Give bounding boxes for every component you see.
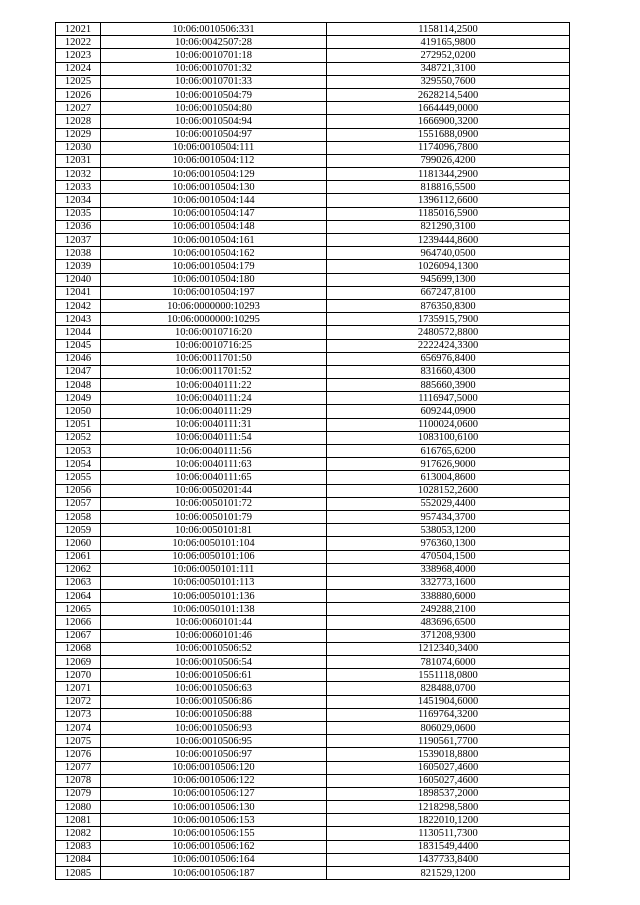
cadastral-value-cell: 1822010,1200 bbox=[327, 814, 570, 827]
cadastral-number-cell: 10:06:0010506:86 bbox=[101, 695, 327, 708]
cadastral-number-cell: 10:06:0010506:153 bbox=[101, 814, 327, 827]
row-number-cell: 12027 bbox=[56, 102, 101, 115]
row-number-cell: 12079 bbox=[56, 787, 101, 800]
cadastral-number-cell: 10:06:0010506:63 bbox=[101, 682, 327, 695]
table-row bbox=[56, 787, 570, 800]
cadastral-value-cell: 338880,6000 bbox=[327, 590, 570, 603]
row-number-cell: 12032 bbox=[56, 168, 101, 181]
cadastral-number-cell: 10:06:0010506:93 bbox=[101, 721, 327, 734]
cadastral-value-cell: 1190561,7700 bbox=[327, 735, 570, 748]
table-row bbox=[56, 550, 570, 563]
cadastral-value-cell: 332773,1600 bbox=[327, 576, 570, 589]
cadastral-value-cell: 1898537,2000 bbox=[327, 787, 570, 800]
row-number-cell: 12081 bbox=[56, 814, 101, 827]
cadastral-value-cell: 876350,8300 bbox=[327, 299, 570, 312]
table-row bbox=[56, 867, 570, 880]
row-number-cell: 12034 bbox=[56, 194, 101, 207]
cadastral-number-cell: 10:06:0010504:94 bbox=[101, 115, 327, 128]
cadastral-number-cell: 10:06:0040111:24 bbox=[101, 392, 327, 405]
cadastral-value-cell: 613004,8600 bbox=[327, 471, 570, 484]
row-number-cell: 12068 bbox=[56, 642, 101, 655]
row-number-cell: 12074 bbox=[56, 721, 101, 734]
row-number-cell: 12073 bbox=[56, 708, 101, 721]
table-row bbox=[56, 339, 570, 352]
row-number-cell: 12056 bbox=[56, 484, 101, 497]
cadastral-value-cell: 818816,5500 bbox=[327, 181, 570, 194]
cadastral-number-cell: 10:06:0010506:88 bbox=[101, 708, 327, 721]
table-row bbox=[56, 220, 570, 233]
cadastral-value-cell: 1451904,6000 bbox=[327, 695, 570, 708]
row-number-cell: 12061 bbox=[56, 550, 101, 563]
row-number-cell: 12035 bbox=[56, 207, 101, 220]
table-row bbox=[56, 299, 570, 312]
cadastral-number-cell: 10:06:0010504:112 bbox=[101, 154, 327, 167]
cadastral-value-cell: 976360,1300 bbox=[327, 537, 570, 550]
cadastral-number-cell: 10:06:0010504:80 bbox=[101, 102, 327, 115]
cadastral-value-cell: 552029,4400 bbox=[327, 497, 570, 510]
cadastral-value-cell: 2628214,5400 bbox=[327, 88, 570, 101]
cadastral-number-cell: 10:06:0050101:104 bbox=[101, 537, 327, 550]
cadastral-value-cell: 483696,6500 bbox=[327, 616, 570, 629]
row-number-cell: 12054 bbox=[56, 458, 101, 471]
row-number-cell: 12071 bbox=[56, 682, 101, 695]
cadastral-number-cell: 10:06:0010506:155 bbox=[101, 827, 327, 840]
row-number-cell: 12055 bbox=[56, 471, 101, 484]
table-row bbox=[56, 827, 570, 840]
cadastral-value-cell: 1028152,2600 bbox=[327, 484, 570, 497]
cadastral-value-cell: 781074,6000 bbox=[327, 656, 570, 669]
row-number-cell: 12069 bbox=[56, 656, 101, 669]
cadastral-value-cell: 1116947,5000 bbox=[327, 392, 570, 405]
cadastral-value-cell: 1605027,4600 bbox=[327, 761, 570, 774]
row-number-cell: 12058 bbox=[56, 510, 101, 523]
table-row bbox=[56, 616, 570, 629]
cadastral-number-cell: 10:06:0010504:180 bbox=[101, 273, 327, 286]
cadastral-number-cell: 10:06:0010506:61 bbox=[101, 669, 327, 682]
cadastral-number-cell: 10:06:0010506:164 bbox=[101, 853, 327, 866]
row-number-cell: 12064 bbox=[56, 590, 101, 603]
row-number-cell: 12084 bbox=[56, 853, 101, 866]
cadastral-number-cell: 10:06:0040111:56 bbox=[101, 445, 327, 458]
cadastral-number-cell: 10:06:0010506:54 bbox=[101, 656, 327, 669]
cadastral-number-cell: 10:06:0010506:122 bbox=[101, 774, 327, 787]
cadastral-value-cell: 1539018,8800 bbox=[327, 748, 570, 761]
row-number-cell: 12039 bbox=[56, 260, 101, 273]
cadastral-value-cell: 338968,4000 bbox=[327, 563, 570, 576]
cadastral-value-cell: 1100024,0600 bbox=[327, 418, 570, 431]
table-row bbox=[56, 313, 570, 326]
table-row bbox=[56, 669, 570, 682]
cadastral-number-cell: 10:06:0040111:31 bbox=[101, 418, 327, 431]
cadastral-number-cell: 10:06:0010504:144 bbox=[101, 194, 327, 207]
cadastral-number-cell: 10:06:0010504:147 bbox=[101, 207, 327, 220]
cadastral-value-cell: 656976,8400 bbox=[327, 352, 570, 365]
row-number-cell: 12082 bbox=[56, 827, 101, 840]
row-number-cell: 12052 bbox=[56, 431, 101, 444]
row-number-cell: 12060 bbox=[56, 537, 101, 550]
row-number-cell: 12085 bbox=[56, 867, 101, 880]
row-number-cell: 12024 bbox=[56, 62, 101, 75]
table-row bbox=[56, 656, 570, 669]
table-row bbox=[56, 510, 570, 523]
row-number-cell: 12077 bbox=[56, 761, 101, 774]
cadastral-value-cell: 2480572,8800 bbox=[327, 326, 570, 339]
cadastral-value-cell: 1181344,2900 bbox=[327, 168, 570, 181]
table-row bbox=[56, 102, 570, 115]
cadastral-number-cell: 10:06:0010504:161 bbox=[101, 234, 327, 247]
table-row bbox=[56, 260, 570, 273]
cadastral-number-cell: 10:06:0010701:32 bbox=[101, 62, 327, 75]
cadastral-value-cell: 272952,0200 bbox=[327, 49, 570, 62]
cadastral-value-table bbox=[55, 22, 570, 880]
table-row bbox=[56, 286, 570, 299]
table-row bbox=[56, 273, 570, 286]
table-row bbox=[56, 326, 570, 339]
table-row bbox=[56, 405, 570, 418]
cadastral-value-cell: 1185016,5900 bbox=[327, 207, 570, 220]
table-row bbox=[56, 445, 570, 458]
cadastral-value-cell: 1218298,5800 bbox=[327, 801, 570, 814]
table-row bbox=[56, 207, 570, 220]
cadastral-number-cell: 10:06:0060101:44 bbox=[101, 616, 327, 629]
cadastral-number-cell: 10:06:0010504:148 bbox=[101, 220, 327, 233]
cadastral-number-cell: 10:06:0050101:138 bbox=[101, 603, 327, 616]
row-number-cell: 12021 bbox=[56, 23, 101, 36]
cadastral-number-cell: 10:06:0010504:97 bbox=[101, 128, 327, 141]
cadastral-value-cell: 616765,6200 bbox=[327, 445, 570, 458]
cadastral-value-cell: 828488,0700 bbox=[327, 682, 570, 695]
row-number-cell: 12037 bbox=[56, 234, 101, 247]
row-number-cell: 12059 bbox=[56, 524, 101, 537]
table-row bbox=[56, 234, 570, 247]
row-number-cell: 12033 bbox=[56, 181, 101, 194]
cadastral-value-cell: 1437733,8400 bbox=[327, 853, 570, 866]
cadastral-number-cell: 10:06:0010506:120 bbox=[101, 761, 327, 774]
cadastral-number-cell: 10:06:0010506:127 bbox=[101, 787, 327, 800]
cadastral-number-cell: 10:06:0000000:10295 bbox=[101, 313, 327, 326]
row-number-cell: 12041 bbox=[56, 286, 101, 299]
cadastral-value-cell: 821290,3100 bbox=[327, 220, 570, 233]
cadastral-number-cell: 10:06:0011701:52 bbox=[101, 365, 327, 378]
row-number-cell: 12045 bbox=[56, 339, 101, 352]
table-row bbox=[56, 471, 570, 484]
cadastral-number-cell: 10:06:0011701:50 bbox=[101, 352, 327, 365]
cadastral-number-cell: 10:06:0040111:65 bbox=[101, 471, 327, 484]
table-row bbox=[56, 853, 570, 866]
cadastral-value-cell: 1239444,8600 bbox=[327, 234, 570, 247]
cadastral-number-cell: 10:06:0010506:130 bbox=[101, 801, 327, 814]
table-row bbox=[56, 840, 570, 853]
cadastral-value-cell: 1664449,0000 bbox=[327, 102, 570, 115]
row-number-cell: 12040 bbox=[56, 273, 101, 286]
cadastral-value-cell: 538053,1200 bbox=[327, 524, 570, 537]
cadastral-value-cell: 1130511,7300 bbox=[327, 827, 570, 840]
cadastral-value-cell: 667247,8100 bbox=[327, 286, 570, 299]
row-number-cell: 12078 bbox=[56, 774, 101, 787]
row-number-cell: 12022 bbox=[56, 36, 101, 49]
table-row bbox=[56, 761, 570, 774]
table-row bbox=[56, 708, 570, 721]
cadastral-value-cell: 371208,9300 bbox=[327, 629, 570, 642]
cadastral-value-cell: 831660,4300 bbox=[327, 365, 570, 378]
cadastral-value-cell: 1212340,3400 bbox=[327, 642, 570, 655]
cadastral-number-cell: 10:06:0010504:162 bbox=[101, 247, 327, 260]
cadastral-value-cell: 1551688,0900 bbox=[327, 128, 570, 141]
row-number-cell: 12047 bbox=[56, 365, 101, 378]
row-number-cell: 12028 bbox=[56, 115, 101, 128]
table-row bbox=[56, 603, 570, 616]
table-row bbox=[56, 36, 570, 49]
row-number-cell: 12075 bbox=[56, 735, 101, 748]
cadastral-number-cell: 10:06:0010506:187 bbox=[101, 867, 327, 880]
cadastral-value-cell: 470504,1500 bbox=[327, 550, 570, 563]
table-row bbox=[56, 115, 570, 128]
row-number-cell: 12031 bbox=[56, 154, 101, 167]
table-row bbox=[56, 721, 570, 734]
table-row bbox=[56, 563, 570, 576]
table-row bbox=[56, 392, 570, 405]
row-number-cell: 12042 bbox=[56, 299, 101, 312]
cadastral-value-cell: 2222424,3300 bbox=[327, 339, 570, 352]
cadastral-value-cell: 917626,9000 bbox=[327, 458, 570, 471]
row-number-cell: 12051 bbox=[56, 418, 101, 431]
row-number-cell: 12044 bbox=[56, 326, 101, 339]
cadastral-value-cell: 885660,3900 bbox=[327, 379, 570, 392]
row-number-cell: 12049 bbox=[56, 392, 101, 405]
cadastral-number-cell: 10:06:0010504:129 bbox=[101, 168, 327, 181]
row-number-cell: 12025 bbox=[56, 75, 101, 88]
table-row bbox=[56, 128, 570, 141]
table-row bbox=[56, 88, 570, 101]
row-number-cell: 12043 bbox=[56, 313, 101, 326]
row-number-cell: 12062 bbox=[56, 563, 101, 576]
cadastral-number-cell: 10:06:0050101:79 bbox=[101, 510, 327, 523]
cadastral-value-cell: 249288,2100 bbox=[327, 603, 570, 616]
cadastral-value-cell: 821529,1200 bbox=[327, 867, 570, 880]
cadastral-number-cell: 10:06:0010716:20 bbox=[101, 326, 327, 339]
cadastral-value-cell: 799026,4200 bbox=[327, 154, 570, 167]
row-number-cell: 12053 bbox=[56, 445, 101, 458]
row-number-cell: 12072 bbox=[56, 695, 101, 708]
cadastral-value-cell: 1174096,7800 bbox=[327, 141, 570, 154]
table-row bbox=[56, 75, 570, 88]
table-row bbox=[56, 141, 570, 154]
table-row bbox=[56, 682, 570, 695]
cadastral-value-cell: 1666900,3200 bbox=[327, 115, 570, 128]
table-row bbox=[56, 576, 570, 589]
table-row bbox=[56, 431, 570, 444]
cadastral-number-cell: 10:06:0010504:79 bbox=[101, 88, 327, 101]
cadastral-value-cell: 964740,0500 bbox=[327, 247, 570, 260]
cadastral-number-cell: 10:06:0010504:197 bbox=[101, 286, 327, 299]
cadastral-number-cell: 10:06:0040111:63 bbox=[101, 458, 327, 471]
row-number-cell: 12026 bbox=[56, 88, 101, 101]
cadastral-number-cell: 10:06:0042507:28 bbox=[101, 36, 327, 49]
table-row bbox=[56, 642, 570, 655]
row-number-cell: 12065 bbox=[56, 603, 101, 616]
cadastral-number-cell: 10:06:0050101:136 bbox=[101, 590, 327, 603]
cadastral-number-cell: 10:06:0010701:33 bbox=[101, 75, 327, 88]
cadastral-value-cell: 1396112,6600 bbox=[327, 194, 570, 207]
table-row bbox=[56, 524, 570, 537]
cadastral-number-cell: 10:06:0010504:179 bbox=[101, 260, 327, 273]
row-number-cell: 12066 bbox=[56, 616, 101, 629]
table-row bbox=[56, 814, 570, 827]
cadastral-number-cell: 10:06:0010716:25 bbox=[101, 339, 327, 352]
table-row bbox=[56, 379, 570, 392]
row-number-cell: 12076 bbox=[56, 748, 101, 761]
cadastral-value-cell: 1169764,3200 bbox=[327, 708, 570, 721]
cadastral-value-cell: 1551118,0800 bbox=[327, 669, 570, 682]
row-number-cell: 12083 bbox=[56, 840, 101, 853]
table-row bbox=[56, 418, 570, 431]
row-number-cell: 12070 bbox=[56, 669, 101, 682]
cadastral-value-cell: 419165,9800 bbox=[327, 36, 570, 49]
cadastral-number-cell: 10:06:0010506:52 bbox=[101, 642, 327, 655]
table-row bbox=[56, 497, 570, 510]
row-number-cell: 12057 bbox=[56, 497, 101, 510]
cadastral-value-cell: 348721,3100 bbox=[327, 62, 570, 75]
row-number-cell: 12038 bbox=[56, 247, 101, 260]
table-row bbox=[56, 537, 570, 550]
table-row bbox=[56, 735, 570, 748]
table-row bbox=[56, 590, 570, 603]
row-number-cell: 12023 bbox=[56, 49, 101, 62]
cadastral-value-cell: 609244,0900 bbox=[327, 405, 570, 418]
cadastral-value-cell: 329550,7600 bbox=[327, 75, 570, 88]
table-body bbox=[56, 23, 570, 880]
row-number-cell: 12029 bbox=[56, 128, 101, 141]
cadastral-value-cell: 1605027,4600 bbox=[327, 774, 570, 787]
table-row bbox=[56, 154, 570, 167]
row-number-cell: 12080 bbox=[56, 801, 101, 814]
cadastral-number-cell: 10:06:0010506:97 bbox=[101, 748, 327, 761]
row-number-cell: 12046 bbox=[56, 352, 101, 365]
cadastral-value-cell: 945699,1300 bbox=[327, 273, 570, 286]
table-row bbox=[56, 181, 570, 194]
row-number-cell: 12036 bbox=[56, 220, 101, 233]
cadastral-value-cell: 1083100,6100 bbox=[327, 431, 570, 444]
cadastral-number-cell: 10:06:0050101:106 bbox=[101, 550, 327, 563]
cadastral-number-cell: 10:06:0050101:72 bbox=[101, 497, 327, 510]
cadastral-number-cell: 10:06:0040111:29 bbox=[101, 405, 327, 418]
table-row bbox=[56, 458, 570, 471]
table-row bbox=[56, 194, 570, 207]
table-row bbox=[56, 629, 570, 642]
cadastral-number-cell: 10:06:0010504:130 bbox=[101, 181, 327, 194]
cadastral-number-cell: 10:06:0010506:162 bbox=[101, 840, 327, 853]
row-number-cell: 12067 bbox=[56, 629, 101, 642]
table-row bbox=[56, 168, 570, 181]
cadastral-number-cell: 10:06:0050201:44 bbox=[101, 484, 327, 497]
cadastral-number-cell: 10:06:0010701:18 bbox=[101, 49, 327, 62]
table-row bbox=[56, 748, 570, 761]
table-row bbox=[56, 801, 570, 814]
cadastral-number-cell: 10:06:0000000:10293 bbox=[101, 299, 327, 312]
cadastral-value-cell: 806029,0600 bbox=[327, 721, 570, 734]
table-row bbox=[56, 23, 570, 36]
cadastral-value-cell: 1026094,1300 bbox=[327, 260, 570, 273]
cadastral-number-cell: 10:06:0050101:111 bbox=[101, 563, 327, 576]
cadastral-value-cell: 1158114,2500 bbox=[327, 23, 570, 36]
cadastral-number-cell: 10:06:0040111:54 bbox=[101, 431, 327, 444]
cadastral-value-cell: 957434,3700 bbox=[327, 510, 570, 523]
cadastral-number-cell: 10:06:0050101:113 bbox=[101, 576, 327, 589]
table-row bbox=[56, 247, 570, 260]
cadastral-number-cell: 10:06:0050101:81 bbox=[101, 524, 327, 537]
table-row bbox=[56, 352, 570, 365]
table-row bbox=[56, 365, 570, 378]
cadastral-number-cell: 10:06:0060101:46 bbox=[101, 629, 327, 642]
cadastral-number-cell: 10:06:0010504:111 bbox=[101, 141, 327, 154]
table-row bbox=[56, 62, 570, 75]
row-number-cell: 12050 bbox=[56, 405, 101, 418]
cadastral-number-cell: 10:06:0010506:95 bbox=[101, 735, 327, 748]
table-row bbox=[56, 49, 570, 62]
cadastral-value-cell: 1735915,7900 bbox=[327, 313, 570, 326]
row-number-cell: 12063 bbox=[56, 576, 101, 589]
table-row bbox=[56, 484, 570, 497]
row-number-cell: 12030 bbox=[56, 141, 101, 154]
table-row bbox=[56, 695, 570, 708]
cadastral-value-cell: 1831549,4400 bbox=[327, 840, 570, 853]
table-row bbox=[56, 774, 570, 787]
cadastral-number-cell: 10:06:0040111:22 bbox=[101, 379, 327, 392]
row-number-cell: 12048 bbox=[56, 379, 101, 392]
cadastral-number-cell: 10:06:0010506:331 bbox=[101, 23, 327, 36]
